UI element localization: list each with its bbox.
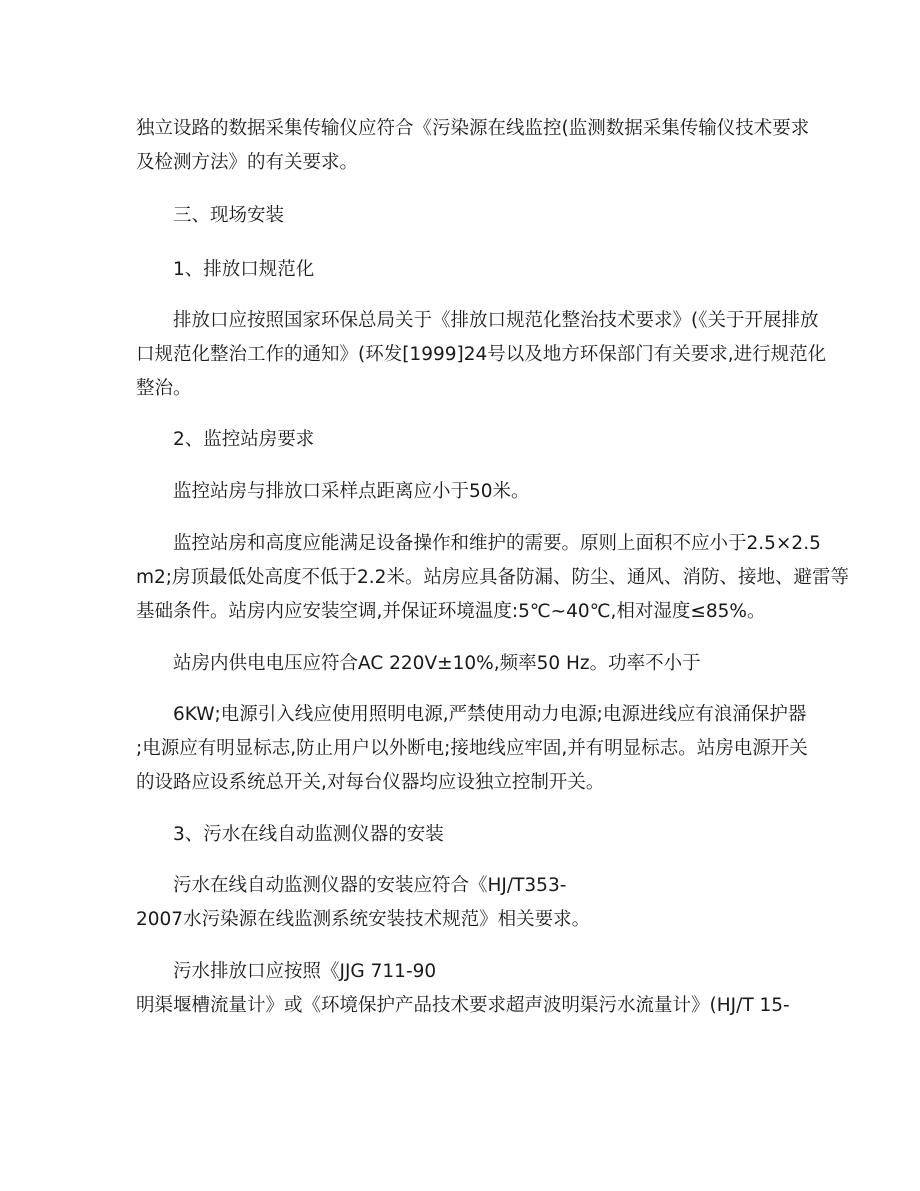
paragraph-line: 及检测方法》的有关要求。 [136, 152, 359, 173]
paragraph-line: 整治。 [136, 378, 192, 399]
paragraph-line: 的设路应设系统总开关,对每台仪器均应设独立控制开关。 [136, 772, 605, 793]
paragraph-line: 污水排放口应按照《JJG 711-90 [173, 961, 437, 982]
section-heading: 三、现场安装 [173, 205, 285, 226]
item-heading: 2、监控站房要求 [173, 429, 315, 450]
paragraph-line: 站房内供电电压应符合AC 220V±10%,频率50 Hz。功率不小于 [173, 653, 701, 674]
paragraph-line: 监控站房和高度应能满足设备操作和维护的需要。原则上面积不应小于2.5×2.5 [173, 533, 821, 554]
paragraph-line: 6KW;电源引入线应使用照明电源,严禁使用动力电源;电源进线应有浪涌保护器 [173, 704, 807, 725]
paragraph-line: m2;房顶最低处高度不低于2.2米。站房应具备防漏、防尘、通风、消防、接地、避雷等 [136, 567, 849, 588]
paragraph-line: 排放口应按照国家环保总局关于《排放口规范化整治技术要求》(《关于开展排放 [173, 310, 819, 331]
paragraph-line: 独立设路的数据采集传输仪应符合《污染源在线监控(监测数据采集传输仪技术要求 [136, 118, 810, 139]
paragraph-line: 基础条件。站房内应安装空调,并保证环境温度:5℃~40℃,相对湿度≤85%。 [136, 601, 766, 622]
paragraph-line: 明渠堰槽流量计》或《环境保护产品技术要求超声波明渠污水流量计》(HJ/T 15- [136, 995, 790, 1016]
paragraph-line: 监控站房与排放口采样点距离应小于50米。 [173, 481, 530, 502]
paragraph-line: 口规范化整治工作的通知》(环发[1999]24号以及地方环保部门有关要求,进行规范化 [136, 344, 827, 365]
item-heading: 3、污水在线自动监测仪器的安装 [173, 824, 444, 845]
paragraph-line: 污水在线自动监测仪器的安装应符合《HJ/T353- [173, 875, 567, 896]
item-heading: 1、排放口规范化 [173, 259, 315, 280]
paragraph-line: 2007水污染源在线监测系统安装技术规范》相关要求。 [136, 909, 591, 930]
paragraph-line: ;电源应有明显标志,防止用户以外断电;接地线应牢固,并有明显标志。站房电源开关 [136, 738, 808, 759]
